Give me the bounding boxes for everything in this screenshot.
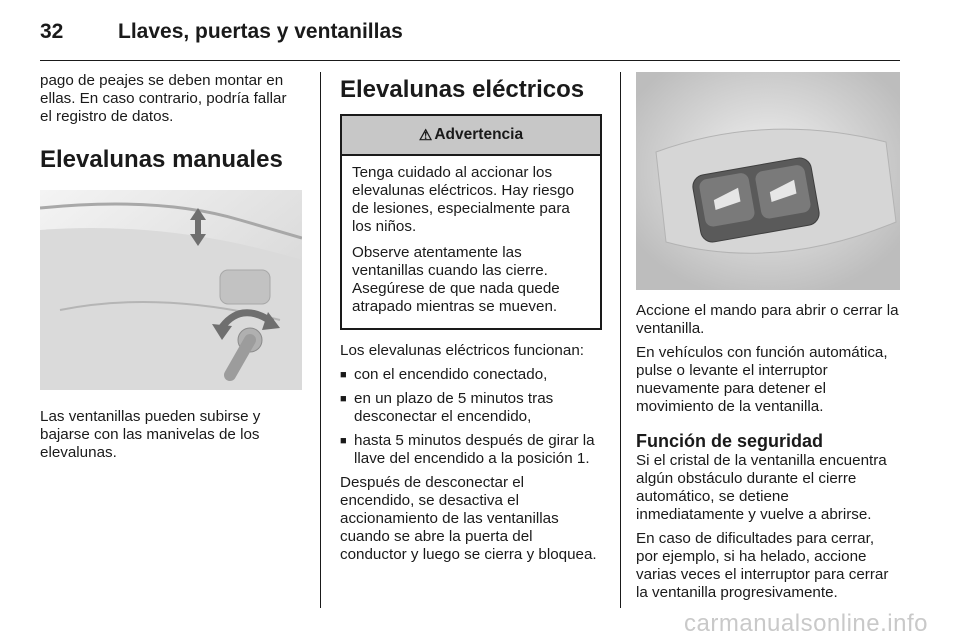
paragraph-automatic: En vehículos con función automática, pulse o levante el interruptor nuevamente para detener el movimiento de la ventanilla. <box>636 344 888 415</box>
bullet-square-icon: ■ <box>340 393 347 405</box>
column-right <box>636 72 900 608</box>
header-rule <box>40 60 900 61</box>
bullet-square-icon: ■ <box>340 435 347 447</box>
heading-electric-windows: Elevalunas eléctricos <box>340 76 585 103</box>
warning-box <box>340 114 602 330</box>
bullet-square-icon: ■ <box>340 369 347 381</box>
paragraph-operate: Accione el mando para abrir o cerrar la ventanilla. <box>636 302 899 337</box>
paragraph-difficulties: En caso de dificultades para cerrar, por ejemplo, si ha helado, accione varias veces el interruptor para cerrar la ventanilla progresivamente. <box>636 530 889 601</box>
column-middle <box>340 72 602 570</box>
list-item: ■ hasta 5 minutos después de girar la llave del encendido a la posición 1. <box>340 432 595 467</box>
paragraph-safety: Si el cristal de la ventanilla encuentra algún obstáculo durante el cierre automático, se detiene inmediatamente y vuelve a abrirse. <box>636 452 887 523</box>
list-intro: Los elevalunas eléctricos funcionan: <box>340 342 584 359</box>
conditions-list <box>340 366 602 468</box>
list-item: ■ con el encendido conectado, <box>340 366 548 383</box>
warning-header <box>342 116 600 156</box>
warning-paragraph: Tenga cuidado al accionar los elevalunas eléctricos. Hay riesgo de lesiones, especialmente para los niños. <box>352 164 575 235</box>
manual-window-crank-illustration <box>40 190 302 390</box>
heading-manual-windows: Elevalunas manuales <box>40 146 283 173</box>
warning-body <box>342 156 600 328</box>
watermark: carmanualsonline.info <box>684 610 928 637</box>
list-item: ■ en un plazo de 5 minutos tras desconectar el encendido, <box>340 390 554 425</box>
after-disconnect-text: Después de desconectar el encendido, se desactiva el accionamiento de las ventanillas cuando se abre la puerta del conductor y luego se cierra y bloquea. <box>340 474 597 563</box>
power-window-switch-illustration <box>636 72 900 290</box>
column-left <box>40 72 302 468</box>
chapter-title: Llaves, puertas y ventanillas <box>118 20 403 43</box>
page-number: 32 <box>40 20 64 43</box>
intro-text: pago de peajes se deben montar en ellas. En caso contrario, podría fallar el registro de datos. <box>40 72 287 125</box>
page-header <box>40 14 920 54</box>
warning-paragraph: Observe atentamente las ventanillas cuando las cierre. Asegúrese de que nada quede atrapado mientras se mueven. <box>352 244 560 315</box>
warning-triangle-icon: ⚠ <box>418 127 433 144</box>
column-divider-1 <box>320 72 321 608</box>
heading-safety-function: Función de seguridad <box>636 431 824 451</box>
manual-windows-caption: Las ventanillas pueden subirse y bajarse con las manivelas de los elevalunas. <box>40 408 261 461</box>
window-switch-left-icon <box>698 172 756 228</box>
warning-title: Advertencia <box>434 126 524 143</box>
window-switch-right-icon <box>754 164 812 220</box>
column-divider-2 <box>620 72 621 608</box>
